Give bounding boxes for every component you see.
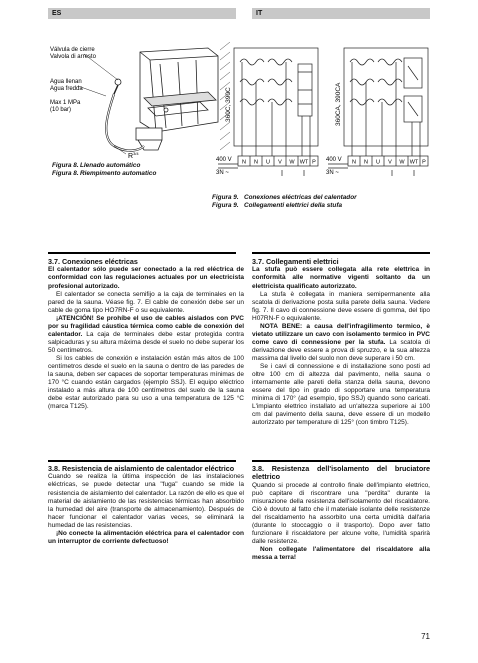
- figure-9-number-es: Figura 9.: [212, 194, 239, 201]
- rule-es-38: [48, 460, 236, 462]
- figure-8-caption-es: [52, 162, 140, 170]
- rule-it-38: [252, 460, 430, 462]
- para-es-6-text: ¡No conecte la alimentación eléctrica para el calentador con un interruptor de corriente defectuoso!: [48, 529, 244, 545]
- figure-8-text-it: Riempimento automatico: [80, 170, 157, 177]
- para-es-3: [48, 315, 244, 355]
- para-it-2: La stufa è collegata in maniera semipermanente alla scatola di derivazione posta sulla parete della sauna. Vedere fig. 7. Il cavo di connessione deve essere di gomma, del tipo H07RN-F o equivalente.: [252, 290, 430, 322]
- phase-label-left: 3N ~: [216, 170, 229, 176]
- terminal-label: U: [266, 159, 270, 166]
- para-es-2: El calentador se conecta semifijo a la caja de terminales en la pared de la sauna. Véase fig. 7. El cable de conexión debe ser un cable de goma tipo HO7RN-F o su equivalente.: [48, 290, 244, 314]
- para-it-6-text: Non collegate l'alimentatore del riscaldatore alla messa a terra!: [252, 546, 430, 562]
- para-it-3-text: La scatola di derivazione deve essere a prova di spruzzo, e la sua altezza massima dal livello del suolo non deve superare i 50 cm.: [252, 338, 430, 362]
- para-it-5: Quando si procede al controllo finale dell'impianto elettrico, può capitare di riscontrare una "perdita" durante la misurazione della resistenza dell'isolamento del riscaldatore. Ciò è dovuto al fatto che il materiale isolante delle resistenze del riscaldamento ha assorbito una certa umidità dall'aria (durante lo stoccaggio o il trasporto). Dopo aver fatto funzionare il riscaldatore per alcune volte, l'umidità sparirà dalle resistenze.: [252, 481, 430, 546]
- para-es-3-warning: ¡ATENCIÓN! Se prohíbe el uso de cables aislados con PVC por su fragilidad cáustica térmica como cable de conexión del calentador.: [48, 314, 244, 338]
- lang-label-it: IT: [256, 10, 263, 17]
- para-it-3-warning: NOTA BENE: a causa dell'infragilimento termico, è vietato utilizzare un cavo con isolamento termico in PVC come cavo di connessione per la stufa.: [252, 322, 430, 346]
- supply-label-right: 400 V: [326, 157, 342, 163]
- terminal-label: V: [278, 159, 282, 166]
- terminal-label: WT: [409, 159, 419, 166]
- para-es-4: Si los cables de conexión e instalación están más altos de 100 centímetros desde el suelo en la sauna o dentro de las paredes de la sauna, deben ser capaces de soportar temperaturas mínimas de 170 °C cuando están cargados (ejemplo SSJ). El equipo eléctrico instalado a más altura de 100 centímetros del suelo de la sauna debe estar autorizado para su uso a una temperatura de 125 °C (marca T125).: [48, 354, 244, 411]
- thread-label-r: R: [128, 153, 134, 160]
- valve-label-it: Valvola di arresto: [50, 54, 96, 60]
- figure-9-text-it: Collegamenti elettrici della stufa: [244, 202, 343, 209]
- figure-9-drawing: [212, 42, 434, 192]
- terminal-label: N: [254, 159, 258, 166]
- rule-es-37: [48, 252, 236, 254]
- terminal-label: N: [364, 159, 368, 166]
- leader-lines: [78, 54, 126, 154]
- page-number: 71: [421, 632, 430, 641]
- terminal-labels-right: [352, 160, 426, 166]
- lang-label-es: ES: [52, 10, 62, 17]
- terminal-label: W: [289, 159, 295, 166]
- para-it-1-text: La stufa può essere collegata alla rete elettrica in conformità alle normative vigenti soltanto da un elettricista qualificato autorizzato.: [252, 266, 430, 290]
- pressure-max-label: Max 1 MPa: [50, 100, 81, 106]
- para-es-3-text: La caja de terminales debe estar protegida contra salpicaduras y su altura máxima desde el suelo no debe superar los 50 centímetros.: [48, 330, 244, 354]
- heater-body: [136, 48, 218, 150]
- figure-9-number-it: Figura 9.: [212, 202, 239, 209]
- figure-9-caption-it: [212, 202, 342, 210]
- figure-8-text-es: Llenado automático: [80, 162, 141, 169]
- heading-3-8-es: 3.8. Resistencia de aislamiento de calentador eléctrico: [48, 464, 235, 473]
- terminal-labels-left: [242, 160, 316, 166]
- heading-3-8-it: 3.8. Resistenza dell'isolamento del bruciatore elettrico: [252, 464, 430, 482]
- column-it: [252, 258, 430, 427]
- heading-3-7-it: 3.7. Collegamenti elettrici: [252, 257, 339, 266]
- thread-label: [128, 151, 139, 160]
- para-es-6: [48, 530, 244, 546]
- lang-tab-it: [252, 8, 430, 19]
- figure-8-drawing: [48, 42, 238, 162]
- terminal-label: N: [242, 159, 246, 166]
- water-label-it: Agua fredda: [50, 86, 83, 92]
- heading-3-7-es: 3.7. Conexiones eléctricas: [48, 257, 138, 266]
- para-es-5: Cuando se realiza la última inspección de las instalaciones eléctricas, se puede detectar una "fuga" cuando se mide la resistencia de aislamiento del calentador. La razón de ello es que el material de aislamiento de las resistencias térmicas han absorbido la humedad del aire (transporte de almacenamiento). Después de hacer funcionar el calentador varias veces, se eliminará la humedad de las resistencias.: [48, 473, 244, 529]
- supply-label-left: 400 V: [216, 157, 232, 163]
- model-label-left: 360C, 390C: [225, 87, 232, 122]
- terminal-label: WT: [299, 159, 309, 166]
- figure-9-text-es: Conexiones eléctricas del calentador: [244, 194, 357, 201]
- figure-9-caption-es: [212, 194, 357, 202]
- column-es-lower: [48, 465, 244, 546]
- para-it-4: Se i cavi di connessione e di installazione sono posti ad oltre 100 cm di altezza dal pavimento, nella sauna o internamente alle pareti della stanza della sauna, devono essere del tipo in grado di sopportare una temperatura minima di 170° (ad esempio, tipo SSJ) quando sono caricati. L'impianto elettrico installato ad un'altezza superiore ai 100 cm dal pavimento della sauna, deve essere di un modello autorizzato per temperature di 125° (con timbro T125).: [252, 362, 430, 427]
- column-it-lower: [252, 465, 430, 562]
- valve-label-es: Válvula de cierre: [50, 47, 95, 53]
- water-pipe: [106, 94, 144, 151]
- model-label-right: 360CA, 390CA: [335, 82, 342, 126]
- lang-tab-es: [48, 8, 236, 19]
- column-es: [48, 258, 244, 411]
- terminal-label: P: [312, 159, 316, 166]
- para-it-1: [252, 266, 430, 290]
- terminal-label: W: [399, 159, 405, 166]
- pressure-bar-label: (10 bar): [50, 107, 72, 113]
- figure-8-number-es: Figura 8.: [52, 162, 79, 169]
- terminal-label: U: [376, 159, 380, 166]
- para-it-6: [252, 546, 430, 562]
- thread-label-sup: 3/4: [133, 151, 139, 156]
- terminal-label: V: [388, 159, 392, 166]
- figure-8-caption-it: [52, 170, 156, 178]
- para-es-1-text: El calentador sólo puede ser conectado a la red eléctrica de conformidad con las regulaciones actuales por un electricista profesional autorizado.: [48, 266, 244, 290]
- figure-8-number-it: Figura 8.: [52, 170, 79, 177]
- wiring-box-right: [344, 48, 428, 146]
- para-es-1: [48, 266, 244, 290]
- terminal-label: N: [352, 159, 356, 166]
- wiring-box-left: [234, 48, 318, 146]
- rule-it-37: [252, 252, 430, 254]
- terminal-label: P: [422, 159, 426, 166]
- water-label-es: Agua llenan: [50, 79, 82, 85]
- phase-label-right: 3N ~: [326, 170, 339, 176]
- para-it-3: [252, 323, 430, 363]
